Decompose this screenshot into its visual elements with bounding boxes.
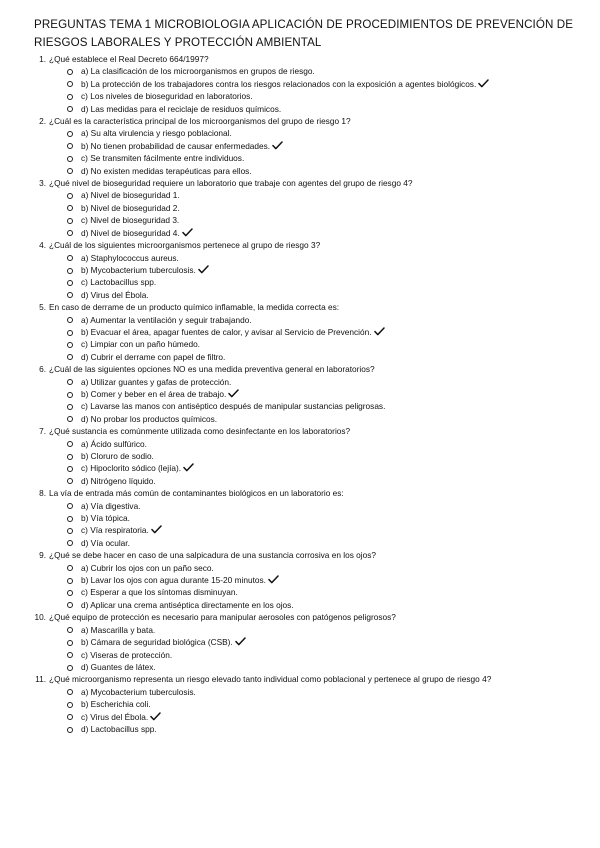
bullet-icon (67, 416, 73, 422)
option-text: b) La protección de los trabajadores contra los riesgos relacionados con la exposición a agentes biológicos. (81, 78, 477, 89)
bullet-icon (67, 255, 73, 261)
answer-option (67, 351, 578, 363)
question-text: ¿Cuál es la característica principal de los microorganismos del grupo de riesgo 1? (49, 116, 351, 127)
question-number: 2. (39, 116, 46, 127)
bullet-icon (67, 565, 73, 571)
bullet-icon (67, 516, 73, 522)
document-title-line-2: RIESGOS LABORALES Y PROTECCIÓN AMBIENTAL (34, 36, 322, 49)
check-icon (150, 712, 161, 721)
option-text: a) Cubrir los ojos con un paño seco. (81, 562, 214, 573)
answer-option (67, 698, 578, 710)
option-list (49, 65, 578, 115)
bullet-icon (67, 392, 73, 398)
bullet-icon (67, 441, 73, 447)
option-text: b) Cloruro de sodio. (81, 451, 154, 461)
bullet-icon (67, 478, 73, 484)
answer-option (67, 413, 578, 425)
question-text: ¿Qué se debe hacer en caso de una salpicadura de una sustancia corrosiva en los ojos? (49, 550, 377, 561)
answer-option (67, 338, 578, 350)
option-text: d) Vía ocular. (81, 537, 130, 548)
answer-option (67, 127, 578, 139)
option-text: c) Los niveles de bioseguridad en laboratorios. (81, 91, 253, 102)
question-number: 1. (39, 54, 46, 64)
option-list (49, 438, 578, 488)
bullet-icon (67, 503, 73, 509)
option-text: d) Guantes de látex. (81, 661, 156, 672)
bullet-icon (67, 218, 73, 224)
option-list (49, 314, 578, 364)
question-item (34, 363, 578, 425)
option-text: a) Nivel de bioseguridad 1. (81, 190, 180, 201)
answer-option (67, 400, 578, 412)
option-text: d) Aplicar una crema antiséptica directamente en los ojos. (81, 599, 294, 610)
check-icon (374, 327, 385, 336)
answer-option (67, 649, 578, 661)
bullet-icon (67, 540, 73, 546)
option-text: b) Vía tópica. (81, 513, 130, 524)
answer-option (67, 723, 578, 735)
option-text: d) Lactobacillus spp. (81, 723, 157, 734)
question-number: 9. (39, 550, 46, 561)
bullet-icon (67, 404, 73, 410)
option-text: c) Hipoclorito sódico (lejía). (81, 463, 182, 474)
bullet-icon (67, 280, 73, 286)
answer-option (67, 711, 578, 723)
bullet-icon (67, 156, 73, 162)
question-item (34, 177, 578, 239)
option-text: c) Lactobacillus spp. (81, 277, 157, 288)
check-icon (235, 637, 246, 646)
option-text: c) Lavarse las manos con antiséptico después de manipular sustancias peligrosas. (81, 401, 386, 412)
question-item (34, 487, 578, 549)
answer-option (67, 599, 578, 611)
option-text: c) Vía respiratoria. (81, 525, 149, 536)
option-list (49, 189, 578, 239)
option-list (49, 252, 578, 302)
option-text: a) Vía digestiva. (81, 500, 141, 511)
option-text: b) Lavar los ojos con agua durante 15-20 minutos. (81, 575, 266, 586)
answer-option (67, 202, 578, 214)
option-text: c) Se transmiten fácilmente entre individuos. (81, 153, 245, 164)
question-text: ¿Qué nivel de bioseguridad requiere un laboratorio que trabaje con agentes del grupo de riesgo 4? (49, 178, 413, 189)
option-text: a) Mascarilla y bata. (81, 624, 156, 635)
option-text: a) Aumentar la ventilación y seguir trabajando. (81, 314, 252, 325)
option-text: b) Mycobacterium tuberculosis. (81, 264, 196, 275)
option-text: a) Mycobacterium tuberculosis. (81, 686, 196, 697)
question-item (34, 239, 578, 301)
answer-option (67, 586, 578, 598)
bullet-icon (67, 317, 73, 323)
question-number: 7. (39, 426, 46, 437)
answer-option (67, 512, 578, 524)
answer-option (67, 500, 578, 512)
option-text: a) Su alta virulencia y riesgo poblacional. (81, 128, 232, 139)
check-icon (272, 141, 283, 150)
answer-option (67, 252, 578, 264)
option-text: c) Viseras de protección. (81, 649, 173, 660)
bullet-icon (67, 602, 73, 608)
option-list (49, 376, 578, 426)
bullet-icon (67, 689, 73, 695)
option-text: b) Evacuar el área, apagar fuentes de calor, y avisar al Servicio de Prevención. (81, 326, 372, 337)
option-text: d) Las medidas para el reciclaje de residuos químicos. (81, 103, 282, 114)
option-list (49, 500, 578, 550)
answer-option (67, 475, 578, 487)
question-item (34, 425, 578, 487)
answer-option (67, 537, 578, 549)
question-text: ¿Cuál de los siguientes microorganismos pertenece al grupo de riesgo 3? (49, 240, 321, 251)
bullet-icon (67, 205, 73, 211)
bullet-icon (67, 727, 73, 733)
answer-option (67, 165, 578, 177)
answer-option (67, 103, 578, 115)
option-list (49, 624, 578, 674)
check-icon (268, 575, 279, 584)
answer-option (67, 462, 578, 474)
option-text: d) Cubrir el derrame con papel de filtro. (81, 351, 226, 362)
option-text: b) Cámara de seguridad biológica (CSB). (81, 637, 233, 648)
document-title-line-1: PREGUNTAS TEMA 1 MICROBIOLOGIA APLICACIÓN DE PROCEDIMIENTOS DE PREVENCIÓN DE (34, 18, 574, 31)
answer-option (67, 624, 578, 636)
answer-option (67, 636, 578, 648)
answer-option (67, 78, 578, 90)
bullet-icon (67, 652, 73, 658)
bullet-icon (67, 330, 73, 336)
bullet-icon (67, 131, 73, 137)
question-text: La vía de entrada más común de contaminantes biológicos en un laboratorio es: (49, 488, 344, 499)
answer-option (67, 140, 578, 152)
option-list (49, 127, 578, 177)
answer-option (67, 276, 578, 288)
bullet-icon (67, 578, 73, 584)
option-text: d) No probar los productos químicos. (81, 413, 218, 424)
question-text: ¿Cuál de las siguientes opciones NO es una medida preventiva general en laboratorios? (49, 364, 375, 375)
answer-option (67, 90, 578, 102)
answer-option (67, 574, 578, 586)
bullet-icon (67, 342, 73, 348)
bullet-icon (67, 292, 73, 298)
option-list (49, 562, 578, 612)
answer-option (67, 189, 578, 201)
question-item (34, 115, 578, 177)
answer-option (67, 686, 578, 698)
bullet-icon (67, 627, 73, 633)
option-text: c) Esperar a que los síntomas disminuyan. (81, 587, 238, 598)
check-icon (228, 389, 239, 398)
answer-option (67, 388, 578, 400)
option-list (49, 686, 578, 736)
option-text: d) Nitrógeno líquido. (81, 475, 156, 486)
answer-option (67, 264, 578, 276)
bullet-icon (67, 590, 73, 596)
question-item (34, 549, 578, 611)
answer-option (67, 65, 578, 77)
answer-option (67, 227, 578, 239)
option-text: c) Virus del Ébola. (81, 711, 149, 722)
option-text: b) Comer y beber en el área de trabajo. (81, 388, 227, 399)
bullet-icon (67, 665, 73, 671)
bullet-icon (67, 168, 73, 174)
question-number: 8. (39, 488, 46, 499)
bullet-icon (67, 714, 73, 720)
answer-option (67, 524, 578, 536)
check-icon (183, 463, 194, 472)
option-text: a) La clasificación de los microorganismos en grupos de riesgo. (81, 66, 315, 77)
document-title (34, 16, 578, 52)
question-number: 11. (35, 674, 46, 685)
answer-option (67, 289, 578, 301)
question-number: 5. (39, 302, 46, 313)
option-text: d) Nivel de bioseguridad 4. (81, 227, 180, 238)
option-text: c) Nivel de bioseguridad 3. (81, 215, 180, 226)
question-number: 3. (39, 178, 46, 189)
question-text: ¿Qué sustancia es comúnmente utilizada como desinfectante en los laboratorios? (49, 426, 351, 437)
option-text: d) No existen medidas terapéuticas para ellos. (81, 165, 252, 176)
answer-option (67, 376, 578, 388)
answer-option (67, 661, 578, 673)
option-text: b) No tienen probabilidad de causar enfermedades. (81, 140, 271, 151)
option-text: a) Staphylococcus aureus. (81, 252, 179, 263)
question-text: ¿Qué microorganismo representa un riesgo elevado tanto individual como poblacional y pertenece al grupo de riesgo 4? (49, 674, 492, 685)
answer-option (67, 326, 578, 338)
bullet-icon (67, 379, 73, 385)
question-item (34, 53, 578, 115)
bullet-icon (67, 640, 73, 646)
question-text: ¿Qué equipo de protección es necesario para manipular aerosoles con patógenos peligrosos? (49, 612, 396, 623)
question-number: 4. (39, 240, 46, 251)
bullet-icon (67, 268, 73, 274)
answer-option (67, 438, 578, 450)
bullet-icon (67, 466, 73, 472)
question-item (34, 301, 578, 363)
answer-option (67, 450, 578, 462)
bullet-icon (67, 69, 73, 75)
question-number: 10. (34, 612, 46, 623)
bullet-icon (67, 94, 73, 100)
bullet-icon (67, 81, 73, 87)
check-icon (151, 525, 162, 534)
bullet-icon (67, 193, 73, 199)
option-text: a) Ácido sulfúrico. (81, 438, 147, 449)
answer-option (67, 314, 578, 326)
option-text: b) Escherichia coli. (81, 699, 151, 710)
answer-option (67, 214, 578, 226)
bullet-icon (67, 230, 73, 236)
bullet-icon (67, 528, 73, 534)
option-text: b) Nivel de bioseguridad 2. (81, 202, 180, 213)
question-number: 6. (39, 364, 46, 375)
question-text: En caso de derrame de un producto químico inflamable, la medida correcta es: (49, 302, 340, 313)
option-text: a) Utilizar guantes y gafas de protección. (81, 376, 232, 387)
answer-option (67, 562, 578, 574)
option-text: c) Limpiar con un paño húmedo. (81, 339, 200, 350)
check-icon (182, 228, 193, 237)
question-text: ¿Qué establece el Real Decreto 664/1997? (49, 54, 209, 64)
bullet-icon (67, 354, 73, 360)
check-icon (478, 79, 489, 88)
bullet-icon (67, 106, 73, 112)
option-text: d) Virus del Ébola. (81, 289, 149, 300)
answer-option (67, 152, 578, 164)
question-item (34, 673, 578, 735)
bullet-icon (67, 143, 73, 149)
bullet-icon (67, 454, 73, 460)
question-list (34, 53, 578, 735)
check-icon (198, 265, 209, 274)
question-item (34, 611, 578, 673)
bullet-icon (67, 702, 73, 708)
